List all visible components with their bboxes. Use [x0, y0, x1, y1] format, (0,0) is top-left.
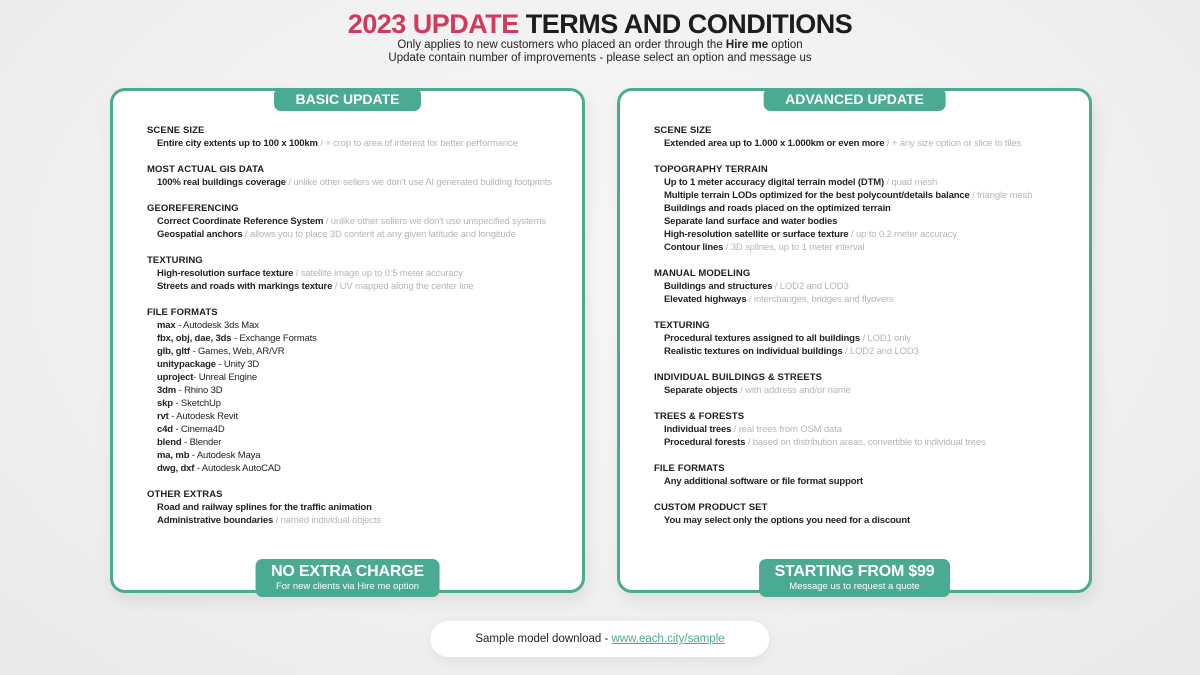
feature-item-lead: Correct Coordinate Reference System	[157, 216, 324, 227]
feature-section	[654, 371, 1079, 397]
feature-item	[654, 189, 1079, 202]
advanced-update-card	[617, 88, 1092, 593]
feature-item-lead: Separate objects	[664, 385, 738, 396]
feature-item	[147, 137, 572, 150]
feature-item-detail: - Blender	[181, 437, 222, 448]
section-items	[654, 514, 1079, 527]
feature-item-note: / UV mapped along the center line	[332, 281, 474, 292]
feature-item	[654, 215, 1079, 228]
section-heading: FILE FORMATS	[147, 307, 218, 318]
feature-item-lead: Procedural textures assigned to all buildings	[664, 333, 860, 344]
feature-item-lead: fbx, obj, dae, 3ds	[157, 333, 232, 344]
section-heading: MANUAL MODELING	[654, 268, 751, 279]
feature-item	[147, 410, 572, 423]
feature-item-note: / allows you to place 3D content at any given latitude and longitude	[242, 229, 516, 240]
feature-item-note: / up to 0.2 meter accuracy	[848, 229, 957, 240]
feature-item-note: / quad mesh	[884, 177, 938, 188]
feature-item	[654, 202, 1079, 215]
feature-item-lead: Buildings and roads placed on the optimized terrain	[664, 203, 891, 214]
feature-item	[147, 423, 572, 436]
feature-item-lead: c4d	[157, 424, 173, 435]
sample-download-bar	[430, 621, 769, 657]
title-accent: 2023 UPDATE	[347, 9, 519, 39]
feature-item-detail: - Unity 3D	[215, 359, 260, 370]
feature-item-lead: Any additional software or file format support	[664, 476, 863, 487]
feature-item	[147, 462, 572, 475]
feature-item	[147, 332, 572, 345]
feature-item	[147, 358, 572, 371]
basic-update-sections	[147, 124, 572, 540]
feature-item-lead: Administrative boundaries	[157, 515, 274, 526]
section-heading: CUSTOM PRODUCT SET	[654, 502, 768, 513]
feature-item-lead: uproject	[157, 372, 194, 383]
feature-item-lead: Buildings and structures	[664, 281, 773, 292]
section-heading: SCENE SIZE	[654, 125, 712, 136]
footer-badge-title: NO EXTRA CHARGE	[271, 563, 424, 580]
feature-item-note: / + crop to area of interest for better performance	[317, 138, 518, 149]
feature-item-lead: Multiple terrain LODs optimized for the best polycount/details balance	[664, 190, 970, 201]
feature-item	[654, 345, 1079, 358]
feature-item-lead: Entire city extents up to 100 x 100km	[157, 138, 318, 149]
section-heading: MOST ACTUAL GIS DATA	[147, 164, 265, 175]
feature-item	[147, 501, 572, 514]
feature-section	[654, 267, 1079, 306]
feature-item-lead: Realistic textures on individual buildings	[664, 346, 843, 357]
basic-update-header-badge: BASIC UPDATE	[274, 88, 422, 111]
feature-item-note: / satellite image up to 0.5 meter accuracy	[293, 268, 463, 279]
subtitle-1-bold: Hire me	[725, 39, 769, 51]
section-heading: TOPOGRAPHY TERRAIN	[654, 164, 768, 175]
feature-item	[147, 397, 572, 410]
feature-item-detail: - Exchange Formats	[231, 333, 317, 344]
feature-section	[147, 254, 572, 293]
subtitle-1-pre: Only applies to new customers who placed an order through the	[397, 39, 726, 51]
feature-item-note: / real trees from OSM data	[731, 424, 842, 435]
feature-item	[654, 176, 1079, 189]
feature-item-note: / based on distribution areas, convertible to individual trees	[745, 437, 986, 448]
section-heading: INDIVIDUAL BUILDINGS & STREETS	[654, 372, 823, 383]
footer-badge-title: STARTING FROM $99	[774, 563, 935, 580]
feature-item-lead: glb, gltf	[157, 346, 190, 357]
section-items	[147, 267, 572, 293]
feature-item-detail: - Unreal Engine	[193, 372, 258, 383]
feature-item-lead: rvt	[157, 411, 169, 422]
section-heading: TREES & FORESTS	[654, 411, 745, 422]
feature-section	[654, 319, 1079, 358]
section-items	[147, 215, 572, 241]
feature-item-note: / 3D splines, up to 1 meter interval	[723, 242, 865, 253]
feature-item-lead: Road and railway splines for the traffic animation	[157, 502, 372, 513]
section-items	[654, 176, 1079, 254]
feature-item-detail: - Autodesk Revit	[168, 411, 238, 422]
section-heading: SCENE SIZE	[147, 125, 205, 136]
section-items	[654, 423, 1079, 449]
feature-item	[147, 280, 572, 293]
feature-item	[654, 241, 1079, 254]
section-items	[654, 332, 1079, 358]
section-items	[147, 501, 572, 527]
feature-item-note: / LOD2 and LOD3	[772, 281, 849, 292]
page-header	[0, 10, 1200, 65]
sample-download-label: Sample model download -	[475, 633, 612, 645]
feature-item-note: / + any size option or slice to tiles	[884, 138, 1021, 149]
feature-item-lead: Extended area up to 1.000 x 1.000km or even more	[664, 138, 885, 149]
feature-section	[147, 163, 572, 189]
feature-item-lead: 3dm	[157, 385, 177, 396]
feature-item-note: / named individual objects	[273, 515, 381, 526]
feature-item	[654, 423, 1079, 436]
feature-item-note: / LOD2 and LOD3	[842, 346, 919, 357]
feature-item	[654, 293, 1079, 306]
feature-item	[147, 436, 572, 449]
feature-item-lead: Streets and roads with markings texture	[157, 281, 333, 292]
feature-item	[147, 514, 572, 527]
feature-item-note: / unlike other sellers we don't use unspecified systems	[323, 216, 546, 227]
feature-item-lead: Procedural forests	[664, 437, 746, 448]
section-items	[147, 319, 572, 475]
feature-item-lead: High-resolution surface texture	[157, 268, 294, 279]
feature-item	[654, 137, 1079, 150]
feature-item-note: / triangle mesh	[969, 190, 1033, 201]
feature-item	[654, 332, 1079, 345]
advanced-update-footer-badge	[759, 559, 951, 597]
basic-update-card	[110, 88, 585, 593]
feature-item	[654, 280, 1079, 293]
feature-item-detail: - SketchUp	[172, 398, 221, 409]
footer-badge-subtitle: Message us to request a quote	[789, 581, 920, 592]
feature-item	[147, 267, 572, 280]
feature-item-lead: Individual trees	[664, 424, 732, 435]
feature-section	[147, 202, 572, 241]
feature-item	[147, 228, 572, 241]
feature-section	[147, 124, 572, 150]
feature-item	[654, 475, 1079, 488]
feature-item-lead: Separate land surface and water bodies	[664, 216, 838, 227]
feature-item-detail: - Rhino 3D	[176, 385, 223, 396]
feature-item	[654, 514, 1079, 527]
feature-item	[147, 449, 572, 462]
footer-badge-subtitle: For new clients via Hire me option	[275, 581, 420, 592]
feature-item-lead: Elevated highways	[664, 294, 747, 305]
feature-item-lead: unitypackage	[157, 359, 216, 370]
feature-item-note: / interchanges, bridges and flyovers	[746, 294, 894, 305]
feature-item-detail: - Autodesk AutoCAD	[194, 463, 281, 474]
feature-item-lead: blend	[157, 437, 182, 448]
feature-section	[654, 163, 1079, 254]
section-heading: TEXTURING	[654, 320, 710, 331]
feature-section	[654, 501, 1079, 527]
sample-download-link[interactable]: www.each.city/sample	[611, 633, 725, 645]
feature-item-detail: - Autodesk 3ds Max	[175, 320, 259, 331]
section-items	[654, 475, 1079, 488]
feature-item	[147, 176, 572, 189]
feature-section	[654, 462, 1079, 488]
feature-item	[654, 436, 1079, 449]
section-heading: GEOREFERENCING	[147, 203, 239, 214]
feature-item-lead: High-resolution satellite or surface texture	[664, 229, 849, 240]
feature-item-lead: Contour lines	[664, 242, 724, 253]
advanced-update-header-badge: ADVANCED UPDATE	[763, 88, 946, 111]
feature-item	[147, 319, 572, 332]
section-items	[654, 384, 1079, 397]
feature-item	[147, 371, 572, 384]
feature-item	[654, 384, 1079, 397]
feature-item-detail: - Autodesk Maya	[189, 450, 261, 461]
feature-item	[147, 345, 572, 358]
feature-item-lead: You may select only the options you need for a discount	[664, 515, 911, 526]
feature-item-lead: max	[157, 320, 176, 331]
feature-item	[147, 384, 572, 397]
feature-item-detail: - Games, Web, AR/VR	[189, 346, 285, 357]
feature-item-detail: - Cinema4D	[172, 424, 225, 435]
feature-item	[654, 228, 1079, 241]
feature-item-lead: ma, mb	[157, 450, 190, 461]
feature-item-lead: dwg, dxf	[157, 463, 195, 474]
feature-section	[147, 306, 572, 475]
section-items	[147, 176, 572, 189]
feature-item-lead: Up to 1 meter accuracy digital terrain model (DTM)	[664, 177, 885, 188]
section-items	[654, 280, 1079, 306]
feature-item	[147, 215, 572, 228]
feature-section	[654, 124, 1079, 150]
basic-update-footer-badge	[255, 559, 440, 597]
page-title	[0, 10, 1200, 39]
feature-item-lead: 100% real buildings coverage	[157, 177, 286, 188]
section-heading: OTHER EXTRAS	[147, 489, 223, 500]
title-main: TERMS AND CONDITIONS	[518, 9, 853, 39]
feature-section	[654, 410, 1079, 449]
feature-section	[147, 488, 572, 527]
feature-item-note: / unlike other sellers we don't use AI generated building footprints	[285, 177, 552, 188]
section-items	[147, 137, 572, 150]
feature-item-note: / LOD1 only	[859, 333, 911, 344]
subtitle-1-post: option	[768, 39, 803, 51]
feature-item-note: / with address and/or name	[737, 385, 851, 396]
subtitle-line-2: Update contain number of improvements - please select an option and message us	[388, 52, 812, 64]
section-heading: TEXTURING	[147, 255, 203, 266]
feature-item-lead: Geospatial anchors	[157, 229, 243, 240]
section-heading: FILE FORMATS	[654, 463, 725, 474]
advanced-update-sections	[654, 124, 1079, 540]
section-items	[654, 137, 1079, 150]
subtitle-line-1	[0, 39, 1200, 52]
feature-item-lead: skp	[157, 398, 173, 409]
